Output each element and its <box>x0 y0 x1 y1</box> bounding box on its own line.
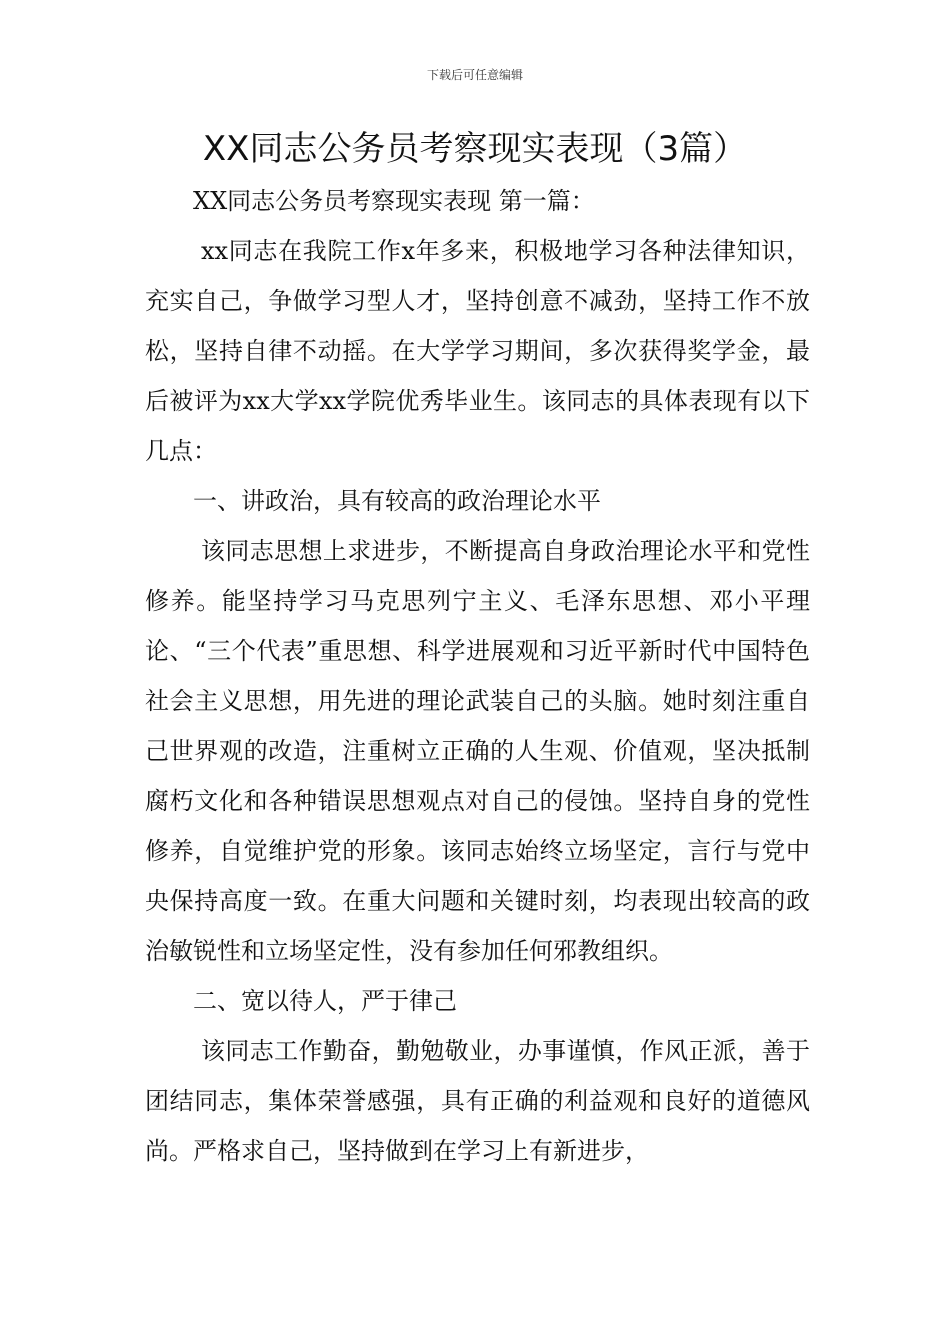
document-body <box>145 176 810 1176</box>
document-subtitle: XX同志公务员考察现实表现 第一篇： <box>193 187 595 215</box>
paragraph-conduct: 该同志工作勤奋，勤勉敬业，办事谨慎，作风正派，善于团结同志，集体荣誉感强，具有正确的利益观和良好的道德风尚。严格求自己，坚持做到在学习上有新进步， <box>145 1037 810 1165</box>
paragraph-politics: 该同志思想上求进步，不断提高自身政治理论水平和党性修养。能坚持学习马克思列宁主义、毛泽东思想、邓小平理论、“三个代表”重思想、科学进展观和习近平新时代中国特色社会主义思想，用先进的理论武装自己的头脑。她时刻注重自己世界观的改造，注重树立正确的人生观、价值观，坚决抵制腐朽文化和各种错误思想观点对自己的侵蚀。坚持自身的党性修养，自觉维护党的形象。该同志始终立场坚定，言行与党中央保持高度一致。在重大问题和关键时刻，均表现出较高的政治敏锐性和立场坚定性，没有参加任何邪教组织。 <box>145 537 810 965</box>
section-heading-2: 二、宽以待人，严于律己 <box>193 987 457 1015</box>
paragraph-intro: xx同志在我院工作x年多来，积极地学习各种法律知识，充实自己，争做学习型人才，坚持创意不减劲，坚持工作不放松，坚持自律不动摇。在大学学习期间，多次获得奖学金，最后被评为xx大学xx学院优秀毕业生。该同志的具体表现有以下几点： <box>145 237 810 465</box>
document-title: XX同志公务员考察现实表现（3篇） <box>202 129 748 169</box>
header-note: 下载后可任意编辑 <box>426 68 523 82</box>
section-heading-1: 一、讲政治，具有较高的政治理论水平 <box>193 487 601 515</box>
